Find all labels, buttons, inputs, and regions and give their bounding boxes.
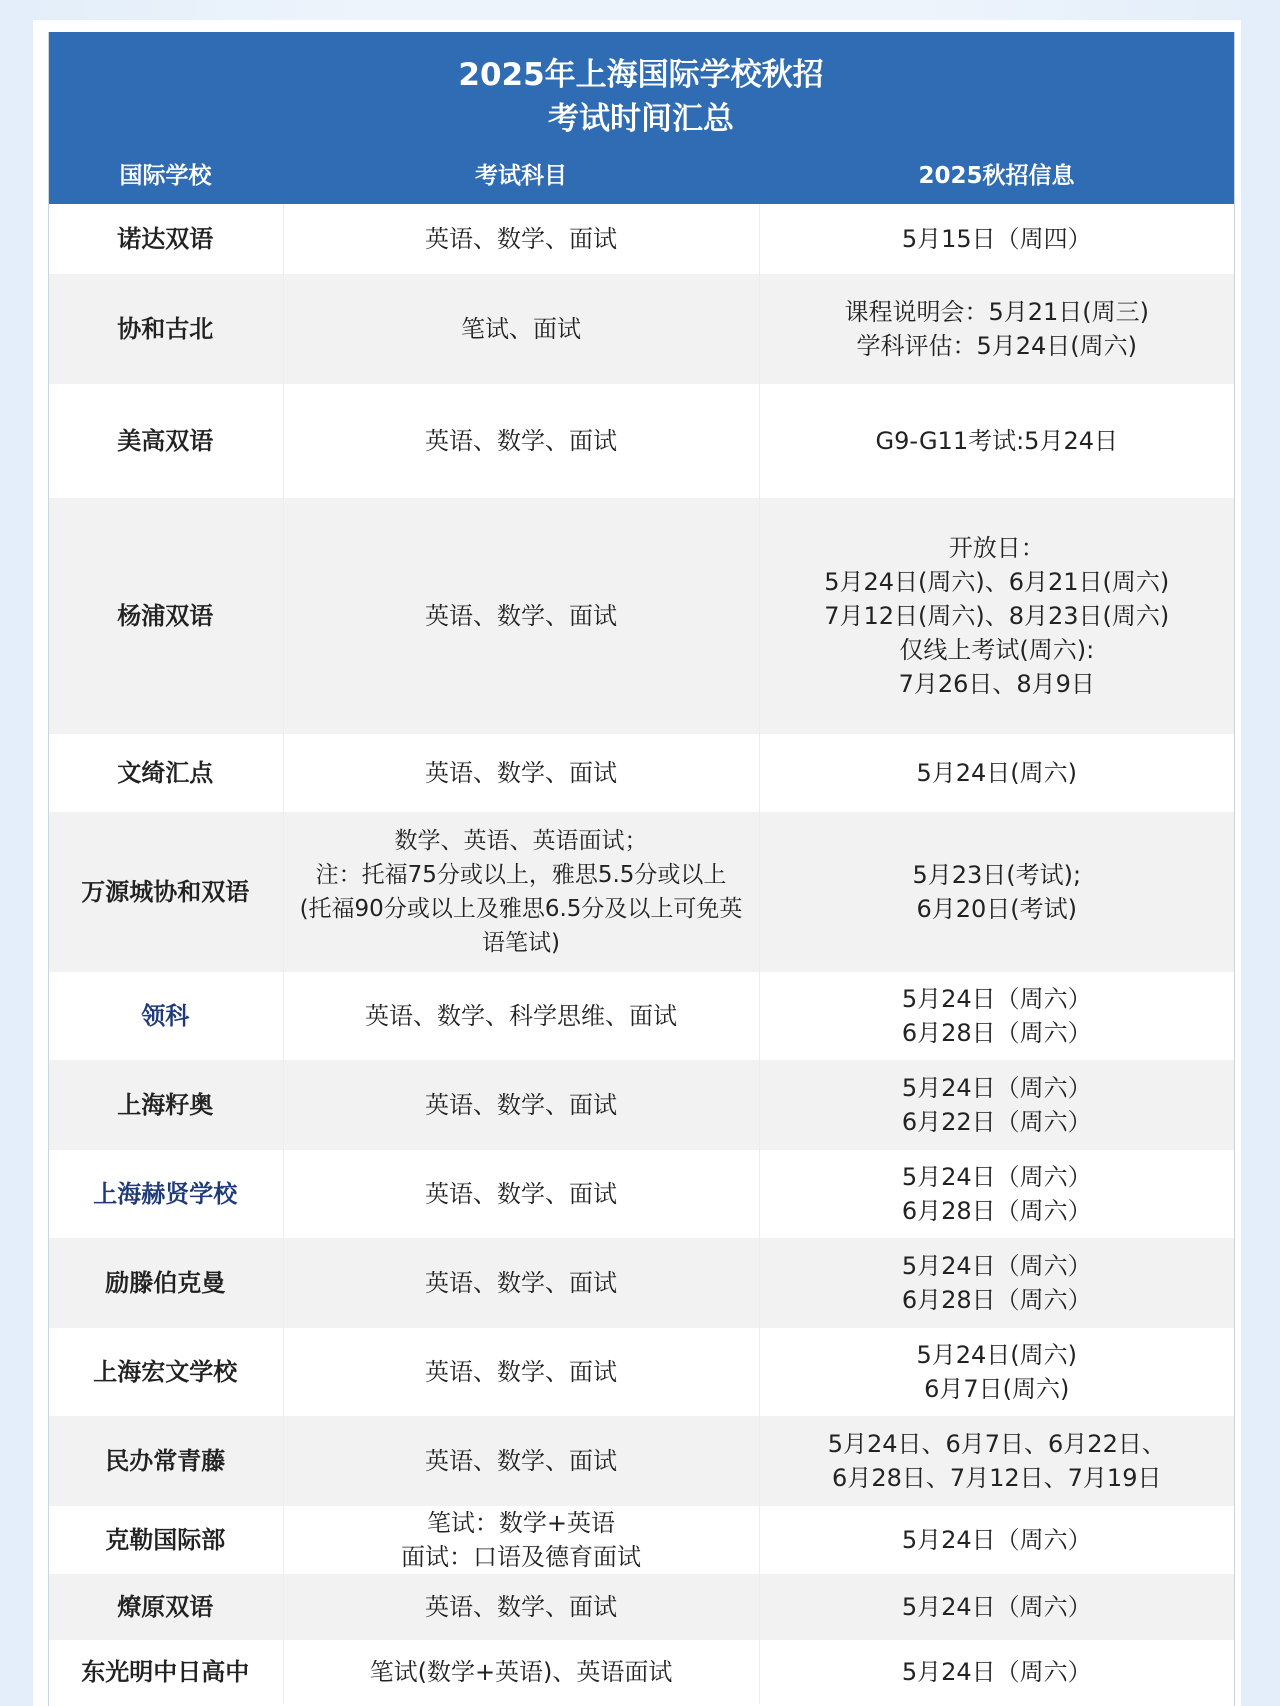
exam-subject: 英语、数学、面试 [283, 1150, 759, 1238]
exam-subject: 英语、数学、面试 [283, 1416, 759, 1506]
table-row [48, 1416, 1234, 1506]
table-row [48, 1238, 1234, 1328]
exam-subject: 英语、数学、面试 [283, 498, 759, 734]
admission-info: 开放日： 5月24日(周六)、6月21日(周六) 7月12日(周六)、8月23日(周六) 仅线上考试(周六): 7月26日、8月9日 [759, 498, 1234, 734]
school-name: 上海籽奥 [48, 1060, 283, 1150]
school-name: 协和古北 [48, 274, 283, 384]
table-row [48, 204, 1234, 274]
admission-info: 5月23日(考试); 6月20日(考试) [759, 812, 1234, 972]
school-name: 美高双语 [48, 384, 283, 498]
exam-subject: 英语、数学、面试 [283, 204, 759, 274]
school-name: 文绮汇点 [48, 734, 283, 812]
school-name: 上海宏文学校 [48, 1328, 283, 1416]
header-subject: 考试科目 [283, 156, 759, 204]
exam-schedule-table [48, 32, 1234, 1704]
exam-subject: 英语、数学、科学思维、面试 [283, 972, 759, 1060]
admission-info: 课程说明会：5月21日(周三) 学科评估：5月24日(周六) [759, 274, 1234, 384]
table-row [48, 1506, 1234, 1574]
admission-info: 5月24日（周六） [759, 1640, 1234, 1704]
school-name: 克勒国际部 [48, 1506, 283, 1574]
exam-subject: 英语、数学、面试 [283, 1328, 759, 1416]
school-name: 杨浦双语 [48, 498, 283, 734]
table-row [48, 812, 1234, 972]
admission-info: 5月15日（周四） [759, 204, 1234, 274]
admission-info: 5月24日（周六） 6月28日（周六） [759, 972, 1234, 1060]
table-left-border [48, 32, 49, 1706]
table-row [48, 1150, 1234, 1238]
admission-info: 5月24日（周六） 6月28日（周六） [759, 1150, 1234, 1238]
school-name: 励滕伯克曼 [48, 1238, 283, 1328]
admission-info: 5月24日、6月7日、6月22日、 6月28日、7月12日、7月19日 [759, 1416, 1234, 1506]
school-name: 上海赫贤学校 [48, 1150, 283, 1238]
summary-sheet [33, 20, 1241, 1706]
exam-subject: 笔试(数学+英语)、英语面试 [283, 1640, 759, 1704]
table-title-row [48, 32, 1234, 156]
table-row [48, 1060, 1234, 1150]
admission-info: 5月24日(周六) 6月7日(周六) [759, 1328, 1234, 1416]
admission-info: 5月24日（周六） 6月28日（周六） [759, 1238, 1234, 1328]
exam-subject: 数学、英语、英语面试； 注：托福75分或以上，雅思5.5分或以上 (托福90分或以上及雅思6.5分及以上可免英 语笔试) [283, 812, 759, 972]
table-row [48, 1328, 1234, 1416]
table-row [48, 734, 1234, 812]
school-name: 诺达双语 [48, 204, 283, 274]
column-header-row [48, 156, 1234, 204]
admission-info: 5月24日（周六） [759, 1574, 1234, 1640]
table-title [48, 32, 1234, 156]
title-line-2: 考试时间汇总 [548, 101, 735, 137]
header-school: 国际学校 [48, 156, 283, 204]
exam-subject: 英语、数学、面试 [283, 734, 759, 812]
table-row [48, 972, 1234, 1060]
school-name: 燎原双语 [48, 1574, 283, 1640]
admission-info: 5月24日（周六） [759, 1506, 1234, 1574]
admission-info: G9-G11考试:5月24日 [759, 384, 1234, 498]
exam-subject: 英语、数学、面试 [283, 384, 759, 498]
school-name: 民办常青藤 [48, 1416, 283, 1506]
exam-subject: 英语、数学、面试 [283, 1060, 759, 1150]
school-name: 东光明中日高中 [48, 1640, 283, 1704]
table-right-border [1234, 32, 1235, 1706]
exam-subject: 英语、数学、面试 [283, 1238, 759, 1328]
admission-info: 5月24日（周六） 6月22日（周六） [759, 1060, 1234, 1150]
exam-subject: 英语、数学、面试 [283, 1574, 759, 1640]
table-row [48, 274, 1234, 384]
title-line-1: 2025年上海国际学校秋招 [458, 57, 824, 93]
admission-info: 5月24日(周六) [759, 734, 1234, 812]
exam-subject: 笔试、面试 [283, 274, 759, 384]
table-row [48, 498, 1234, 734]
table-row [48, 1640, 1234, 1704]
exam-subject: 笔试：数学+英语 面试：口语及德育面试 [283, 1506, 759, 1574]
header-info: 2025秋招信息 [759, 156, 1234, 204]
school-name: 万源城协和双语 [48, 812, 283, 972]
school-name: 领科 [48, 972, 283, 1060]
table-row [48, 384, 1234, 498]
table-row [48, 1574, 1234, 1640]
